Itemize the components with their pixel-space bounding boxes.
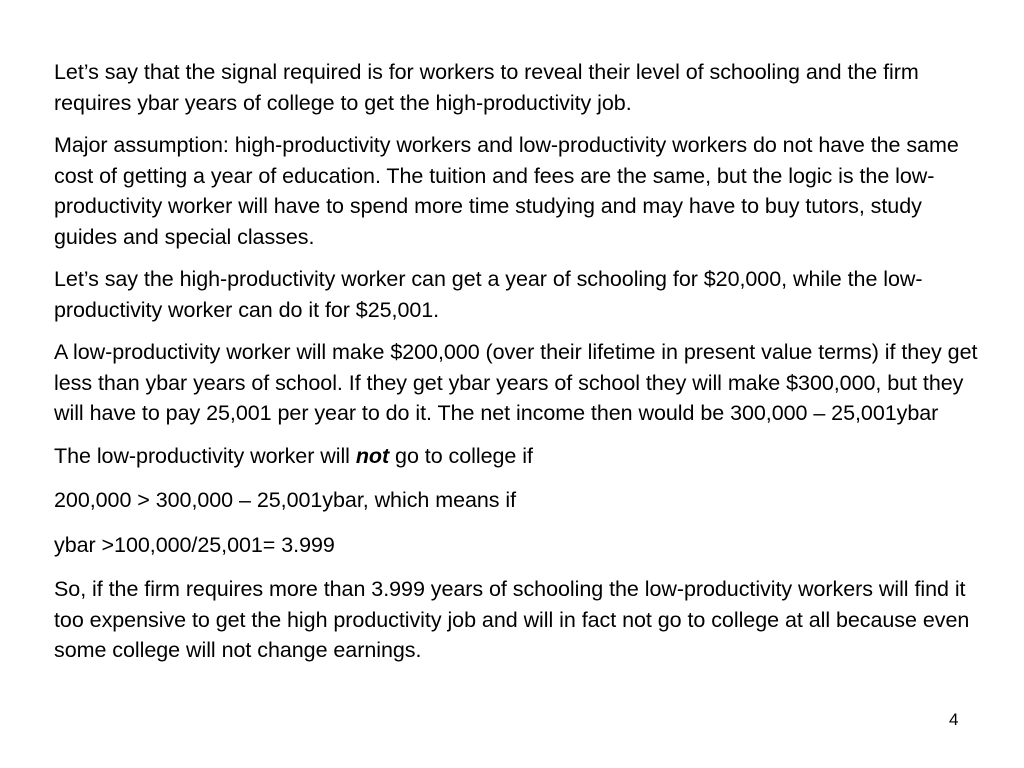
condition-text-after: go to college if <box>389 443 533 468</box>
paragraph-threshold: ybar >100,000/25,001= 3.999 <box>54 532 335 557</box>
page-number: 4 <box>949 710 959 729</box>
slide-body <box>54 57 984 678</box>
condition-text-before: The low-productivity worker will <box>54 443 356 468</box>
paragraph-signal-requirement: Let’s say that the signal required is for workers to reveal their level of schooling and the firm requires ybar years of college to get the high-productivity job. <box>54 60 919 115</box>
paragraph-schooling-cost: Let’s say the high-productivity worker can get a year of schooling for $20,000, while the low-productivity worker can do it for $25,001. <box>54 267 923 322</box>
paragraph-college-condition <box>54 441 984 472</box>
paragraph-conclusion: So, if the firm requires more than 3.999 years of schooling the low-productivity workers will find it too expensive to get the high productivity job and will in fact not go to college at all because even some college will not change earnings. <box>54 577 970 662</box>
condition-emphasis: not <box>355 443 390 468</box>
paragraph-inequality: 200,000 > 300,000 – 25,001ybar, which means if <box>54 488 517 512</box>
paragraph-low-productivity-income: A low-productivity worker will make $200,000 (over their lifetime in present value terms) if they get less than ybar years of school. If they get ybar years of school they will make $300,000, but they will have to pay 25,001 per year to do it. The net income then would be 300,000 – 25,001ybar <box>54 340 978 425</box>
paragraph-major-assumption: Major assumption: high-productivity workers and low-productivity workers do not have the same cost of getting a year of education. The tuition and fees are the same, but the logic is the low-productivity worker will have to spend more time studying and may have to buy tutors, study guides and special classes. <box>54 133 959 249</box>
